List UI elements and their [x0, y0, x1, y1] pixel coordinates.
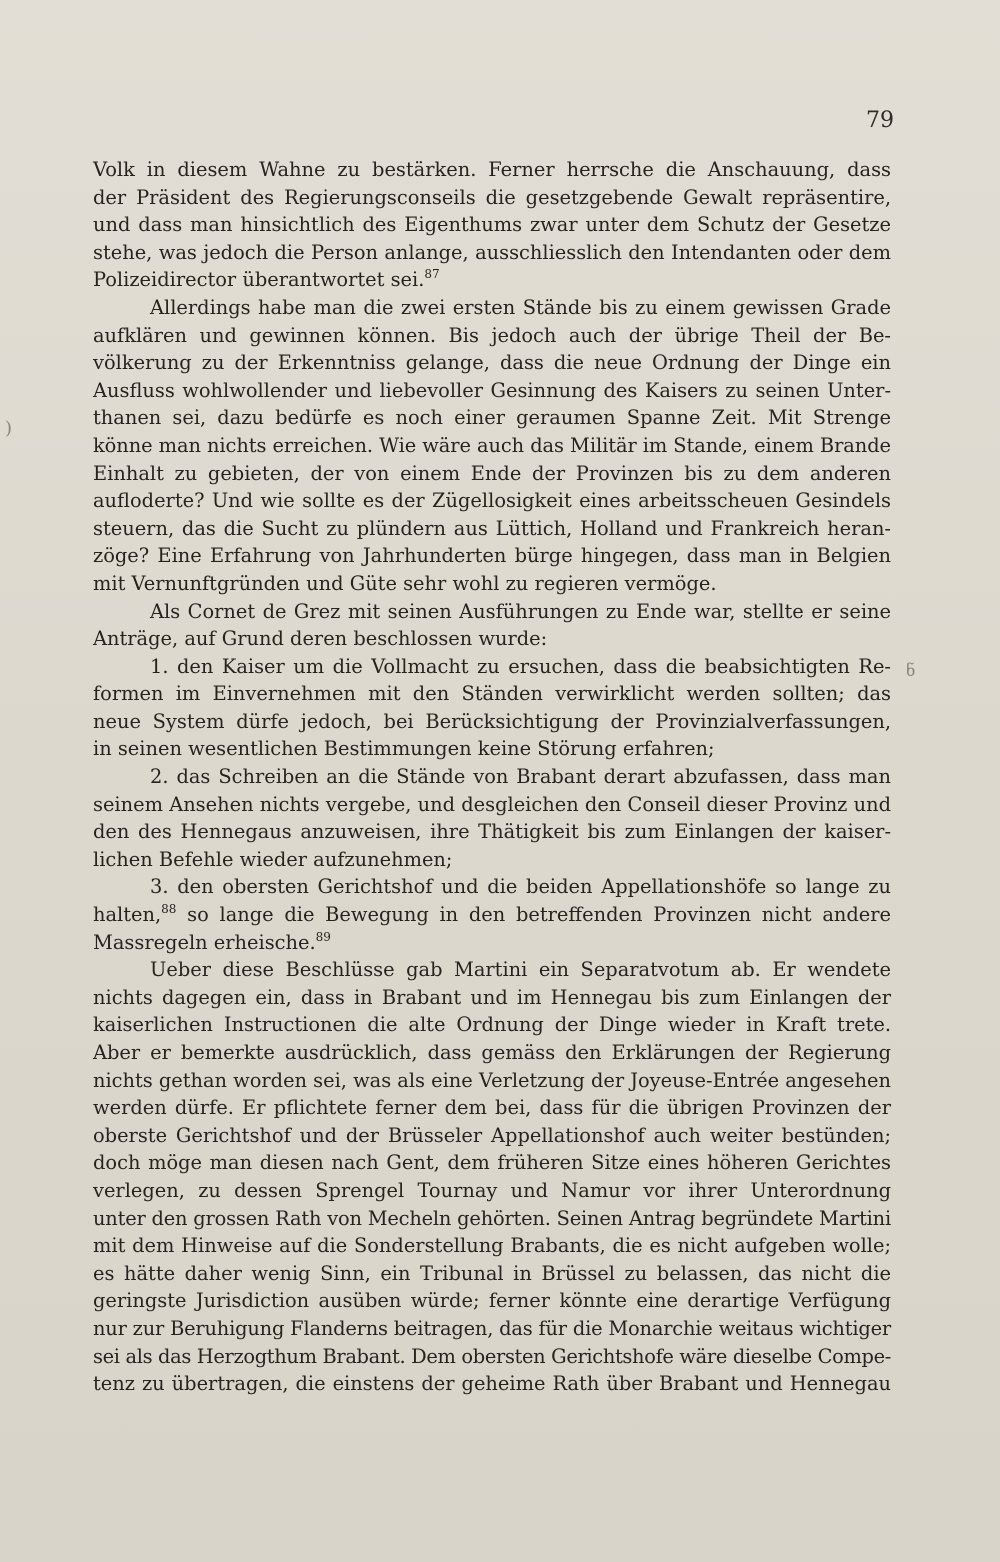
line-text: Aber er bemerkte ausdrücklich, dass gemäss den Erklärungen der Regierung — [93, 1041, 892, 1064]
line-text: thanen sei, dazu bedürfe es noch einer geraumen Spanne Zeit. Mit Strenge — [93, 406, 891, 430]
line-text: oberste Gerichtshof und der Brüsseler Appellationshof auch weiter bestünden; — [93, 1123, 891, 1147]
line-text: tenz zu übertragen, die einstens der geheime Rath über Brabant und Hennegau — [93, 1372, 891, 1396]
line-text: halten, — [93, 903, 162, 927]
text-line — [93, 763, 891, 791]
line-text: stehe, was jedoch die Person anlange, ausschliesslich den Intendanten oder dem — [93, 240, 891, 264]
text-line — [93, 211, 891, 239]
line-text: nichts gethan worden sei, was als eine Verletzung der Joyeuse-Entrée angesehen — [93, 1068, 891, 1092]
line-text: 1. den Kaiser um die Vollmacht zu ersuchen, dass die beabsichtigten Re- — [150, 654, 891, 678]
footnote-reference: 89 — [315, 929, 331, 944]
text-line — [93, 1149, 891, 1177]
text-line — [93, 184, 891, 212]
line-text: seinem Ansehen nichts vergebe, und desgleichen den Conseil dieser Provinz und — [93, 792, 891, 816]
line-text: aufklären und gewinnen können. Bis jedoch auch der übrige Theil der Be- — [93, 323, 891, 347]
line-text: Einhalt zu gebieten, der von einem Ende der Provinzen bis zu dem anderen — [93, 461, 891, 485]
line-text: völkerung zu der Erkenntniss gelange, dass die neue Ordnung der Dinge ein — [93, 351, 891, 375]
text-line — [93, 680, 891, 708]
line-text: doch möge man diesen nach Gent, dem früheren Sitze eines höheren Gerichtes — [93, 1151, 891, 1175]
line-text: Allerdings habe man die zwei ersten Stände bis zu einem gewissen Grade — [150, 295, 891, 319]
text-line — [93, 460, 891, 488]
line-text: es hätte daher wenig Sinn, ein Tribunal in Brüssel zu belassen, das nicht die — [93, 1261, 891, 1285]
line-text: und dass man hinsichtlich des Eigenthums zwar unter dem Schutz der Gesetze — [93, 213, 891, 237]
line-text: Ueber diese Beschlüsse gab Martini ein Separatvotum ab. Er wendete — [150, 958, 891, 982]
line-text: neue System dürfe jedoch, bei Berücksichtigung der Provinzialverfassungen, — [93, 709, 891, 733]
text-line — [93, 377, 891, 405]
text-line — [93, 1205, 891, 1233]
text-line — [93, 1315, 891, 1343]
line-text: steuern, das die Sucht zu plündern aus Lüttich, Holland und Frankreich heran- — [93, 516, 891, 540]
line-text: lichen Befehle wieder aufzunehmen; — [93, 847, 453, 871]
text-line — [93, 653, 891, 681]
line-text: Anträge, auf Grund deren beschlossen wurde: — [93, 627, 548, 651]
text-line — [93, 570, 891, 598]
line-text: zöge? Eine Erfahrung von Jahrhunderten bürge hingegen, dass man in Belgien — [93, 544, 891, 568]
right-margin-mark: ნ — [906, 661, 916, 680]
line-text: könne man nichts erreichen. Wie wäre auch das Militär im Stande, einem Brande — [93, 433, 891, 457]
line-text: verlegen, zu dessen Sprengel Tournay und Namur vor ihrer Unterordnung — [93, 1178, 891, 1202]
line-text: der Präsident des Regierungsconseils die gesetzgebende Gewalt repräsentire, — [93, 185, 891, 209]
line-text: unter den grossen Rath von Mecheln gehörten. Seinen Antrag begründete Martini — [93, 1206, 891, 1230]
line-text: aufloderte? Und wie sollte es der Zügellosigkeit eines arbeitsscheuen Gesindels — [93, 489, 891, 513]
line-text: mit Vernunftgründen und Güte sehr wohl zu regieren vermöge. — [93, 571, 717, 595]
text-line — [93, 984, 891, 1012]
text-line — [93, 1232, 891, 1260]
text-line — [93, 791, 891, 819]
text-line — [93, 625, 891, 653]
text-line — [93, 846, 891, 874]
footnote-reference: 87 — [424, 267, 440, 282]
left-margin-mark: ) — [5, 418, 13, 439]
text-line — [93, 598, 891, 626]
text-line — [93, 901, 891, 929]
text-line — [93, 818, 891, 846]
text-line — [93, 156, 891, 184]
line-text: geringste Jurisdiction ausüben würde; ferner könnte eine derartige Verfügung — [93, 1289, 891, 1313]
line-text-continued: so lange die Bewegung in den betreffenden Provinzen nicht andere — [176, 903, 891, 927]
page-number: 79 — [866, 108, 894, 133]
line-text: sei als das Herzogthum Brabant. Dem obersten Gerichtshofe wäre dieselbe Compe- — [93, 1344, 891, 1368]
line-text: Polizeidirector überantwortet sei. — [93, 268, 425, 292]
line-text: Als Cornet de Grez mit seinen Ausführungen zu Ende war, stellte er seine — [150, 599, 891, 623]
text-line — [93, 487, 891, 515]
text-line — [93, 1094, 891, 1122]
text-line — [93, 956, 891, 984]
body-text — [93, 156, 891, 1398]
text-line — [93, 873, 891, 901]
text-line — [93, 1039, 891, 1067]
line-text: nichts dagegen ein, dass in Brabant und im Hennegau bis zum Einlangen der — [93, 985, 891, 1009]
line-text: formen im Einvernehmen mit den Ständen verwirklicht werden sollten; das — [93, 682, 891, 706]
line-text: Ausfluss wohlwollender und liebevoller Gesinnung des Kaisers zu seinen Unter- — [93, 378, 891, 402]
text-line — [93, 1370, 891, 1398]
text-line — [93, 322, 891, 350]
line-text: 3. den obersten Gerichtshof und die beiden Appellationshöfe so lange zu — [150, 875, 891, 899]
line-text: werden dürfe. Er pflichtete ferner dem bei, dass für die übrigen Provinzen der — [93, 1096, 891, 1120]
text-line — [93, 1287, 891, 1315]
line-text: den des Hennegaus anzuweisen, ihre Thätigkeit bis zum Einlangen der kaiser- — [93, 820, 891, 844]
line-text: nur zur Beruhigung Flanderns beitragen, das für die Monarchie weitaus wichtiger — [93, 1316, 891, 1340]
text-line — [93, 1260, 891, 1288]
text-line — [93, 708, 891, 736]
line-text: Massregeln erheische. — [93, 930, 316, 954]
text-line — [93, 1067, 891, 1095]
footnote-reference: 88 — [161, 902, 177, 917]
line-text: Volk in diesem Wahne zu bestärken. Ferner herrsche die Anschauung, dass — [93, 158, 891, 181]
text-line — [93, 404, 891, 432]
text-line — [93, 542, 891, 570]
text-line — [93, 1343, 891, 1371]
text-line — [93, 1011, 891, 1039]
text-line — [93, 349, 891, 377]
text-line — [93, 432, 891, 460]
text-line — [93, 266, 891, 294]
text-line — [93, 294, 891, 322]
line-text: mit dem Hinweise auf die Sonderstellung Brabants, die es nicht aufgeben wolle; — [93, 1234, 892, 1258]
line-text: 2. das Schreiben an die Stände von Brabant derart abzufassen, dass man — [150, 765, 891, 789]
text-line — [93, 1122, 891, 1150]
text-line — [93, 1177, 891, 1205]
line-text: in seinen wesentlichen Bestimmungen keine Störung erfahren; — [93, 737, 715, 761]
text-line — [93, 515, 891, 543]
text-line — [93, 929, 891, 957]
text-line — [93, 735, 891, 763]
line-text: kaiserlichen Instructionen die alte Ordnung der Dinge wieder in Kraft trete. — [93, 1013, 892, 1037]
text-line — [93, 239, 891, 267]
